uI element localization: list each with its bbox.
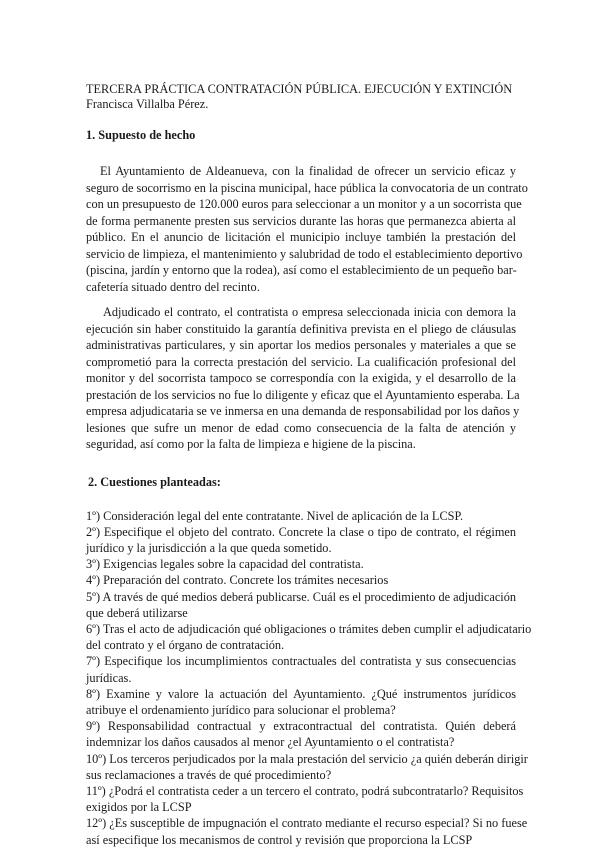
document-title: TERCERA PRÁCTICA CONTRATACIÓN PÚBLICA. EJECUCIÓN Y EXTINCIÓN — [86, 82, 513, 96]
question-line: 11º) ¿Podrá el contratista ceder a un tercero el contrato, podrá subcontratarlo? Requisitos — [86, 783, 524, 798]
section-1-title: 1. Supuesto de hecho — [86, 128, 196, 142]
question-line: exigidos por la LCSP — [86, 800, 192, 815]
paragraph-line: administrativas particulares, y sin aportar los medios personales y materiales a que se — [86, 338, 516, 352]
question-line: 5º) A través de qué medios deberá publicarse. Cuál es el procedimiento de adjudicación — [86, 589, 516, 604]
question-item — [86, 621, 532, 653]
paragraph-line: El Ayuntamiento de Aldeanueva, con la finalidad de ofrecer un servicio eficaz y — [100, 164, 516, 178]
question-line: 9º) Responsabilidad contractual y extracontractual del contratista. Quién deberá — [86, 719, 516, 734]
question-item — [86, 556, 516, 572]
question-item — [86, 718, 516, 750]
paragraph-2 — [86, 304, 520, 453]
question-line: indemnizar los daños causados al menor ¿el Ayuntamiento o el contratista? — [86, 735, 455, 750]
question-item — [86, 524, 516, 556]
paragraph-line: con un presupuesto de 120.000 euros para seleccionar a un monitor y a un socorrista que — [86, 197, 522, 211]
paragraph-line: público. En el anuncio de licitación el municipio incluye también la prestación del — [86, 230, 516, 244]
question-line: del contrato y el órgano de contratación. — [86, 638, 285, 653]
document-author: Francisca Villalba Pérez. — [86, 97, 209, 111]
question-line: 2º) Especifique el objeto del contrato. Concrete la clase o tipo de contrato, el régimen — [86, 524, 516, 539]
question-line: 8º) Examine y valore la actuación del Ayuntamiento. ¿Qué instrumentos jurídicos — [86, 686, 516, 701]
question-item — [86, 653, 516, 685]
question-item — [86, 572, 516, 588]
question-line: que deberá utilizarse — [86, 605, 188, 620]
paragraph-line: Adjudicado el contrato, el contratista o empresa seleccionada inicia con demora la — [103, 305, 516, 319]
paragraph-line: servicio de limpieza, el mantenimiento y salubridad de todo el establecimiento deportivo — [86, 246, 523, 261]
question-item — [86, 783, 524, 815]
question-line: 6º) Tras el acto de adjudicación qué obligaciones o trámites deben cumplir el adjudicatario — [86, 621, 532, 636]
paragraph-line: empresa adjudicataria se ve inmersa en una demanda de responsabilidad por los daños y — [86, 404, 520, 418]
question-item — [86, 686, 516, 718]
question-line: atribuye el ordenamiento jurídico para solucionar el problema? — [86, 702, 396, 717]
question-line: 7º) Especifique los incumplimientos contractuales del contratista y sus consecuencias — [86, 654, 516, 669]
question-line: jurídicas. — [86, 670, 132, 685]
paragraph-line: (piscina, jardín y entorno que la rodea), así como el establecimiento de un pequeño bar- — [86, 263, 517, 277]
paragraph-line: prestación de los servicios no fue lo diligente y eficaz que el Ayuntamiento esperaba. La — [86, 387, 520, 402]
question-item — [86, 815, 528, 847]
question-item — [86, 751, 528, 783]
question-line: sus reclamaciones a través de qué procedimiento? — [86, 767, 332, 782]
paragraph-line: seguro de socorrismo en la piscina municipal, hace pública la convocatoria de un contrato — [86, 180, 528, 195]
paragraph-line: ejecución sin haber constituido la garantía definitiva prevista en el pliego de cláusulas — [86, 321, 516, 336]
question-line: 1º) Consideración legal del ente contratante. Nivel de aplicación de la LCSP. — [86, 508, 464, 523]
question-item — [86, 508, 516, 524]
question-line: jurídico y la jurisdicción a la que queda sometido. — [86, 540, 332, 555]
paragraph-line: cafetería situado dentro del recinto. — [86, 279, 260, 294]
question-item — [86, 589, 516, 621]
question-line: así especifique los mecanismos de control y revisión que proporciona la LCSP — [86, 832, 473, 847]
paragraph-line: monitor y del socorrista tampoco se correspondía con la exigida, y el desarrollo de la — [86, 371, 516, 385]
questions-list — [86, 508, 532, 848]
paragraph-line: seguridad, así como por la falta de limpieza e higiene de la piscina. — [86, 437, 416, 451]
paragraph-line: comprometió para la correcta prestación del servicio. La cualificación profesional del — [86, 354, 516, 369]
question-line: 4º) Preparación del contrato. Concrete los trámites necesarios — [86, 573, 389, 588]
paragraph-line: de forma permanente presten sus servicios durante las horas que permanezca abierta al — [86, 213, 516, 228]
question-line: 12º) ¿Es susceptible de impugnación el contrato mediante el recurso especial? Si no fuese — [86, 816, 528, 831]
question-line: 10º) Los terceros perjudicados por la mala prestación del servicio ¿a quién deberán dirigir — [86, 751, 528, 766]
document-page — [86, 82, 532, 848]
paragraph-1 — [86, 163, 528, 295]
paragraph-line: lesiones que sufre un menor de edad como consecuencia de la falta de atención y — [86, 420, 516, 435]
section-2-title: 2. Cuestiones planteadas: — [88, 474, 221, 489]
question-line: 3º) Exigencias legales sobre la capacidad del contratista. — [86, 557, 364, 572]
